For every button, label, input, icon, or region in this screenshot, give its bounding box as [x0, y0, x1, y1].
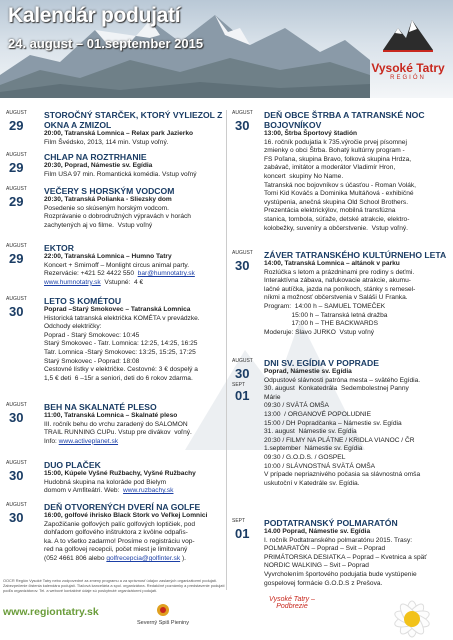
logo-mountain-icon	[378, 14, 438, 54]
event-description-line: Odpustové slávnosti patróna mesta – svätého Egídia.	[264, 376, 421, 384]
event-body	[44, 152, 224, 179]
event-day: 29	[9, 194, 24, 209]
event-description-line: I. ročník Podtatranského polmaratónu 2015. Trasy:	[264, 536, 413, 544]
event-body	[44, 243, 224, 287]
logo-name: Vysoké Tatry	[371, 61, 445, 75]
event-month: AUGUST	[6, 152, 27, 158]
event-description-line: V prípade nepriaznivého počasia sa slávnostná omša	[264, 471, 421, 479]
event-description-line: Tomi Kid Kováčs a Dominika Multáňová - exhibičné	[264, 190, 414, 198]
partner-severny-spis	[128, 602, 198, 626]
event-description-line: red na golfovej recepcii, počet miest je limitovaný	[44, 546, 188, 554]
event-body	[44, 460, 224, 496]
event-month: SEPT	[232, 518, 246, 524]
partner1-label: Severný Spiš Pieniny	[137, 620, 189, 626]
event-day: 29	[9, 160, 24, 175]
event-description-line: koncert skupiny No Name.	[264, 172, 344, 180]
event-title: VEČERY S HORSKÝM VODCOM	[44, 186, 175, 196]
event-description-line: domom v Amfiteátri. Web: www.ruzbachy.sk	[44, 487, 174, 495]
event-month: AUGUST	[6, 502, 27, 508]
event-month: AUGUST	[6, 243, 27, 249]
event-time-place: 11:00, Tatranská Lomnica – Skalnaté pleso	[44, 412, 178, 419]
event-link[interactable]: golfrecepcia@golfinter.sk	[106, 554, 181, 562]
event-description-line: 1,5 € deti 6 –15r a seniori, deti do 6 rokov zdarma.	[44, 374, 193, 382]
event-description-line: 16. ročník podujatia k 735.výročie prvej písomnej	[264, 138, 407, 146]
event-description-line: Poprad - Starý Smokovec: 10:45	[44, 331, 140, 339]
event-time-place: 15:00, Kúpele Vyšné Ružbachy, Vyšné Ružbachy	[44, 470, 196, 477]
event-description-line: lačné autíčka, jazda na poníkoch, stánky s remesel-	[264, 285, 416, 293]
event-description-line: vystúpenia, anečná skupina Old School Brothers.	[264, 198, 409, 206]
partner-logo-icon	[152, 602, 174, 618]
event-description-line: gospelovej formácie G.O.D.S z Prešova.	[264, 579, 383, 587]
event-month: AUGUST	[6, 110, 27, 116]
event-description-line: 15:00 / DH Popradčanka – Námestie sv. Egídia	[264, 419, 402, 427]
event-description-line: stanica, tombola, súťaže, detské atrakcie, elektro-	[264, 215, 410, 223]
daisy-flower-image	[372, 575, 452, 639]
event-day: 30	[235, 366, 250, 381]
event-body	[44, 296, 224, 383]
event-description-line: zabávač, imitátor a moderátor Vladimír Hron,	[264, 164, 396, 172]
event-description-line: Interaktívna zábava, nafukovacie atrakcie, akumu-	[264, 277, 411, 285]
event-title: BEH NA SKALNATÉ PLESO	[44, 402, 157, 412]
event-description-line: 31. august Námestie sv. Egídia	[264, 428, 357, 436]
event-day: 30	[9, 468, 24, 483]
event-description-line: 15:00 h – Tatranská letná dražba	[264, 311, 388, 319]
event-description-line: (052 4661 806 alebo golfrecepcia@golfinter.sk ).	[44, 554, 186, 562]
event-day: 30	[235, 118, 250, 133]
event-description-line: Vyvrcholením športového podujatia bude vystúpenie	[264, 570, 417, 578]
event-description-line: níkmi a možnosť občerstvenia v Saláši U Franka.	[264, 294, 408, 302]
event-description-line: Cestovné lístky v električke. Cestovné: 3 € dospelý a	[44, 366, 198, 374]
event-day: 29	[9, 251, 24, 266]
event-month: AUGUST	[6, 460, 27, 466]
header-banner	[0, 0, 453, 98]
event-description-line: POLMARATÓN – Poprad – Svit – Poprad	[264, 545, 386, 553]
event-day: 30	[9, 410, 24, 425]
event-link[interactable]: www.ruzbachy.sk	[123, 487, 174, 495]
date-range: 24. august – 01.september 2015	[8, 36, 204, 51]
event-title: CHLAP NA ROZTRHANIE	[44, 152, 147, 162]
event-description-line: Hudobná skupina na koloráde pod Bielym	[44, 478, 167, 486]
event-description-line: PRIMÁTORSKA DESIATKA – Poprad – Kvetnica a späť	[264, 553, 427, 561]
event-time-place: 22:00, Tatranská Lomnica – Humno Tatry	[44, 253, 172, 260]
event-month: AUGUST	[232, 358, 253, 364]
column-divider	[226, 110, 227, 590]
event-time-place: 14.00 Poprad, Námestie sv. Egídia	[264, 528, 371, 535]
event-body	[44, 502, 224, 564]
event-day-end: 01	[235, 388, 250, 403]
logo-sub: REGIÓN	[390, 75, 426, 81]
event-description-line: ka. A to všetko zadarmo! Prosíme o registráciu vop-	[44, 537, 195, 545]
event-description-line: Posedenie so skúseným horským vodcom.	[44, 204, 169, 212]
event-time-place: 13:00, Štrba Športový štadión	[264, 130, 358, 137]
event-description-line: Moderuje: Slavo JURKO Vstup voľný	[264, 328, 375, 336]
event-description-line: Zapožičanie golfových palíc golfových loptičiek, pod	[44, 520, 196, 528]
event-description-line: Program: 14:00 h – SAMUEL TOMEČEK	[264, 302, 386, 310]
event-month: AUGUST	[6, 296, 27, 302]
event-title: DEŇ OTVORENÝCH DVERÍ NA GOLFE	[44, 502, 201, 512]
event-day: 01	[235, 526, 250, 541]
event-body	[264, 250, 450, 337]
event-description-line: 13:00 / ORGANOVÉ POPOLUDNIE	[264, 410, 372, 418]
event-description-line: Márie	[264, 393, 281, 401]
event-description-line: Odchody električky:	[44, 323, 102, 331]
event-month: AUGUST	[6, 186, 27, 192]
event-description-line: uskutoční v Katedrále sv. Egídia.	[264, 479, 360, 487]
event-description-line: III. ročník behu do vrchu zaradený do SALOMON	[44, 420, 188, 428]
event-description-line: 17:00 h – THE BACKWARDS	[264, 320, 378, 328]
event-title: ZÁVER TATRANSKÉHO KULTÚRNEHO LETA	[264, 250, 447, 260]
event-description-line: Tatranská noc bojovníkov s účasťou - Roman Volák,	[264, 181, 417, 189]
event-day: 30	[235, 258, 250, 273]
event-description-line: TRAIL RUNNING CUPu. Vstup pre divákov voľný.	[44, 429, 192, 437]
event-description-line: Koncert + Smirnoff – Monlight circus animal party.	[44, 261, 190, 269]
event-description-line: 09:30 / G.O.D.S. / GOSPEL	[264, 453, 346, 461]
footer-website[interactable]: www.regiontatry.sk	[3, 606, 99, 618]
event-description-line: dohľadom golfového inštruktora z kvôlne odpaľis-	[44, 529, 188, 537]
event-title: LETO S KOMÉTOU	[44, 296, 122, 306]
event-description-line: 10:00 / SLÁVNOSTNÁ SVÄTÁ OMŠA	[264, 462, 376, 470]
event-description-line: Prezentácia elektrickýlov, mobilná transfúzna	[264, 207, 396, 215]
event-description-line: 1.september Námestie sv. Egídia	[264, 445, 363, 453]
event-day: 30	[9, 304, 24, 319]
event-month: AUGUST	[232, 110, 253, 116]
event-time-place: 20:30, Tatranská Polianka - Sliezsky dom	[44, 196, 172, 203]
event-description-line: 09:30 / SVÄTÁ OMŠA	[264, 402, 329, 410]
event-description-line: 20:30 / FILMY NA PLÁTNE / KRIDLA VIANOC / ČR	[264, 436, 415, 444]
event-time-place: Poprad –Starý Smokovec – Tatranská Lomnica	[44, 306, 191, 313]
event-description-line: Starý Smokovec - Tatr. Lomnica: 12:25, 14:25, 16:25	[44, 340, 198, 348]
event-time-place: Poprad, Námestie sv. Egídia	[264, 368, 352, 375]
partner2-label: Vysoké Tatry – Podbrezie	[269, 596, 315, 610]
event-month: AUGUST	[232, 250, 253, 256]
event-time-place: 20:30, Poprad, Námestie sv. Egídia	[44, 162, 153, 169]
event-description-line: zmienky o obci Štrba. Bohatý kultúrny program -	[264, 147, 405, 155]
event-description-line: Film USA 97 min. Romantická komédia. Vstup voľný	[44, 170, 197, 178]
disclaimer-footnote: OOCR Región Vysoké Tatry nebo zodpovedné za zmeny programu a za správnosť údajov zaslaných organizátormi podujatí. Zabezpečenie čistenia kalendára podujatí. Tlačová kancelária a spol. organizátora. Redakčné poznámky a predstavenie podujatí podľa organizátorov. Tel. a webové kontaktné údaje sú poskytnuté organizátormi podujatí.	[3, 578, 225, 593]
partner-vysoke-tatry-podbrezie	[262, 596, 322, 610]
event-body	[44, 110, 224, 147]
event-description-line: FS Poľana, skupina Bravo, folková skupina Hrdza,	[264, 155, 412, 163]
event-body	[44, 186, 224, 230]
event-title: DUO PLAČEK	[44, 460, 101, 470]
event-title: STOROČNÝ STARČEK, KTORÝ VYLIEZOL Z OKNA A ZMIZOL	[44, 110, 223, 130]
event-description-line: Film Švédsko, 2013, 114 min. Vstup voľný.	[44, 138, 169, 146]
event-title: EKTOR	[44, 243, 74, 253]
event-description-line: Historická tatranská električka KOMÉTA v prevádzke.	[44, 314, 200, 322]
event-description-line: www.humnotatry.sk Vstupné: 4 €	[44, 278, 144, 286]
event-title: PODTATRANSKÝ POLMARATÓN	[264, 518, 398, 528]
event-title: DNI SV. EGÍDIA V POPRADE	[264, 358, 379, 368]
event-description-line: NORDIC WALKING – Svit – Poprad	[264, 562, 369, 570]
event-month: AUGUST	[6, 402, 27, 408]
event-body	[264, 358, 450, 488]
event-title: DEŇ OBCE ŠTRBA A TATRANSKÉ NOC BOJOVNÍKOV	[264, 110, 425, 130]
event-description-line: Rozlúčka s letom a prázdninami pre rodiny s deťmi.	[264, 268, 415, 276]
page-title: Kalendár podujatí	[8, 4, 181, 27]
event-time-place: 20:00, Tatranská Lomnica – Relax park Jazierko	[44, 130, 194, 137]
event-time-place: 14:00, Tatranská Lomnica – altánok v parku	[264, 260, 400, 267]
event-description-line: Tatr. Lomnica -Starý Smokovec: 13:25, 15:25, 17:25	[44, 348, 196, 356]
event-body	[44, 402, 224, 446]
event-description-line: Rozprávanie o dobrodružných výpravách v horách	[44, 213, 191, 221]
event-day: 30	[9, 510, 24, 525]
event-description-line: zachytených aj vo filme. Vstup voľný	[44, 221, 153, 229]
event-link[interactable]: bar@humnotatry.sk	[137, 270, 195, 278]
event-description-line: Starý Smokovec - Poprad: 18:08	[44, 357, 140, 365]
event-month-end: SEPT	[232, 382, 246, 388]
event-link[interactable]: www.activeplanet.sk	[58, 437, 119, 445]
event-day: 29	[9, 118, 24, 133]
event-description-line: Info: www.activeplanet.sk	[44, 437, 119, 445]
event-description-line: kolobežky, suveníry a občerstvenie. Vstup voľný.	[264, 224, 409, 232]
event-description-line: 30. august Konkatedrála Sedembolestnej Panny	[264, 385, 409, 393]
event-body	[264, 110, 450, 233]
vysoke-tatry-logo	[366, 14, 450, 94]
event-description-line: Rezervácie: +421 52 4422 550 bar@humnotatry.sk	[44, 270, 195, 278]
event-time-place: 16:00, golfové ihrisko Black Stork vo Veľkej Lomnici	[44, 512, 208, 519]
event-link[interactable]: www.humnotatry.sk	[44, 278, 101, 286]
